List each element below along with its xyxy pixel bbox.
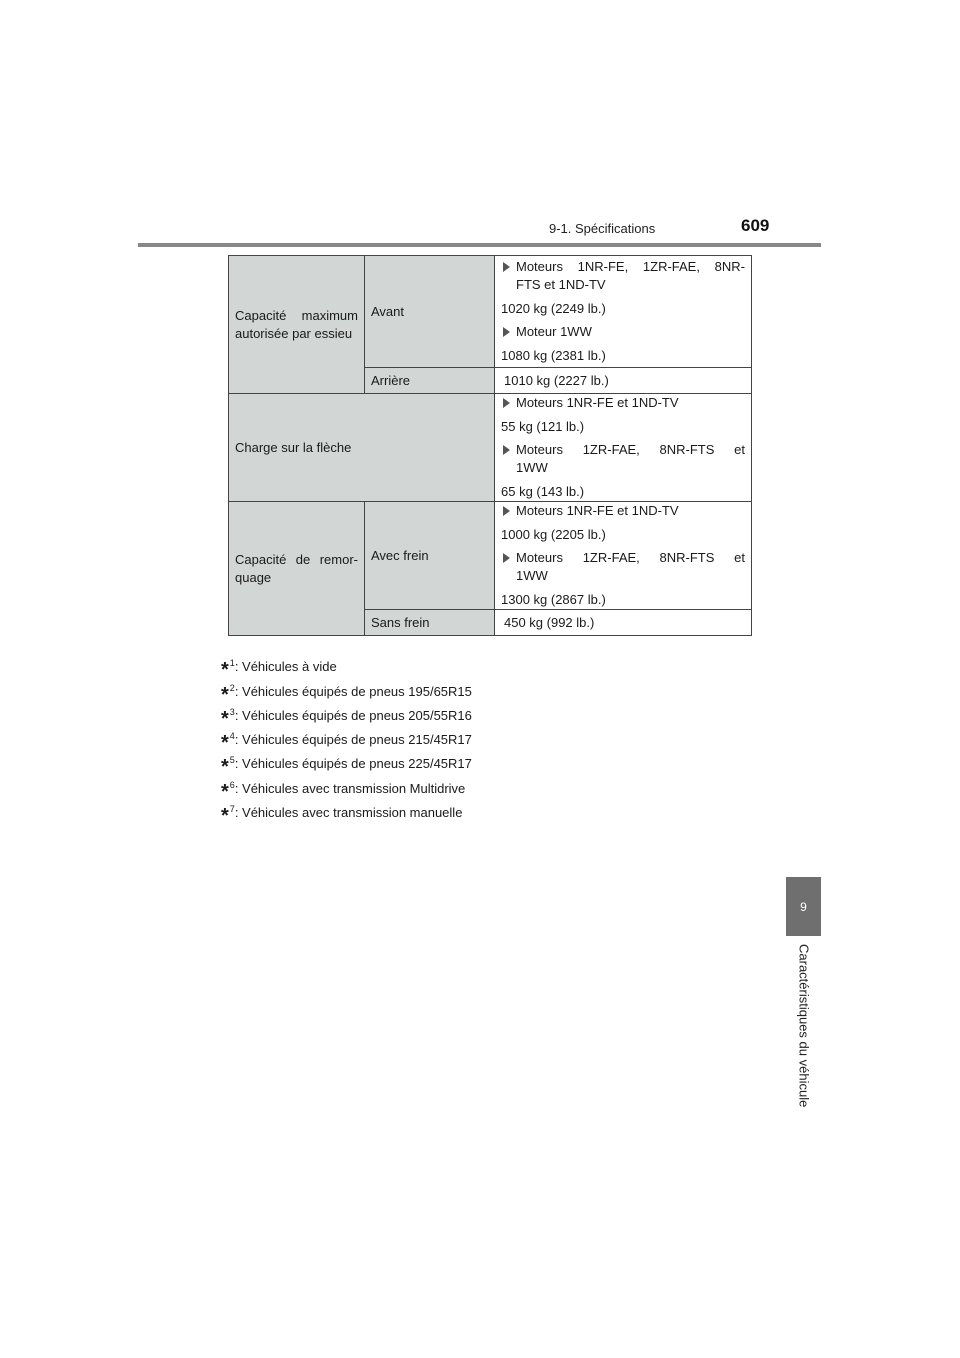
weight-value: 1300 kg (2867 lb.) — [501, 592, 606, 607]
footnote-number: 7 — [229, 804, 235, 815]
footnote — [221, 699, 472, 730]
value-cell-drawbar — [495, 394, 752, 502]
list-item — [501, 502, 745, 520]
engine-list-line: Moteurs 1ZR-FAE, 8NR-FTS et — [516, 550, 745, 565]
triangle-right-icon — [503, 553, 510, 563]
chapter-tab[interactable] — [786, 877, 821, 936]
value-cell-rear: 1010 kg (2227 lb.) — [495, 368, 752, 394]
asterisk-icon: * — [221, 780, 229, 803]
list-item — [501, 441, 745, 477]
footnote-number: 3 — [229, 706, 235, 717]
triangle-right-icon — [503, 506, 510, 516]
asterisk-icon: * — [221, 756, 229, 779]
triangle-right-icon — [503, 327, 510, 337]
row-label-drawbar: Charge sur la flèche — [229, 394, 495, 502]
sub-label-braked: Avec frein — [365, 502, 495, 610]
footnote-text: : Véhicules équipés de pneus 205/55R16 — [234, 707, 472, 723]
list-item — [501, 394, 745, 412]
table-row — [229, 256, 752, 368]
weight-value: 55 kg (121 lb.) — [501, 419, 585, 434]
engine-list-line: Moteurs 1NR-FE et 1ND-TV — [516, 503, 679, 518]
list-item — [501, 549, 745, 585]
footnote-number: 1 — [229, 658, 235, 669]
engine-list-line: Moteurs 1NR-FE et 1ND-TV — [516, 395, 679, 410]
towing-label-line: quage — [235, 569, 272, 585]
engine-list-line: Moteur 1WW — [516, 324, 592, 339]
value-cell-unbraked: 450 kg (992 lb.) — [495, 610, 752, 636]
asterisk-icon: * — [221, 659, 229, 682]
asterisk-icon: * — [221, 683, 229, 706]
value-cell-front — [495, 256, 752, 368]
table-row — [229, 394, 752, 502]
engine-list-line: Moteurs 1ZR-FAE, 8NR-FTS et — [516, 442, 745, 457]
footnote — [221, 674, 472, 706]
sub-label-front: Avant — [365, 256, 495, 368]
list-item — [501, 323, 745, 341]
footnote — [221, 771, 472, 803]
engine-list-line: Moteurs 1NR-FE, 1ZR-FAE, 8NR- — [516, 259, 745, 274]
header-section-title: 9-1. Spécifications — [549, 221, 656, 236]
chapter-number: 9 — [800, 899, 807, 914]
footnote-number: 2 — [229, 682, 235, 693]
footnote-text: : Véhicules équipés de pneus 195/65R15 — [234, 683, 472, 699]
asterisk-icon: * — [221, 707, 229, 730]
triangle-right-icon — [503, 398, 510, 408]
towing-label-line: Capacité de remor- — [235, 551, 358, 567]
page-number: 609 — [741, 216, 770, 235]
sub-label-rear: Arrière — [365, 368, 495, 394]
footnote-text: : Véhicules avec transmission Multidrive — [234, 780, 466, 796]
footnote — [221, 796, 472, 828]
weight-value: 1020 kg (2249 lb.) — [501, 301, 606, 316]
engine-list-line: FTS et 1ND-TV — [516, 277, 606, 292]
footnotes — [221, 650, 472, 828]
triangle-right-icon — [503, 445, 510, 455]
asterisk-icon: * — [221, 805, 229, 828]
footnote — [221, 650, 472, 682]
list-item — [501, 258, 745, 294]
footnote — [221, 723, 472, 755]
footnote-number: 6 — [229, 779, 235, 790]
footnote-number: 4 — [229, 731, 235, 742]
row-label-towing — [229, 502, 365, 636]
footnote-text: : Véhicules avec transmission manuelle — [234, 805, 463, 821]
row-label-axle — [229, 256, 365, 394]
footnote-number: 5 — [229, 755, 235, 766]
asterisk-icon: * — [221, 732, 229, 755]
header-rule — [138, 243, 821, 247]
value-cell-braked — [495, 502, 752, 610]
table-row — [229, 502, 752, 610]
chapter-title: Caractéristiques du véhicule — [796, 944, 812, 1108]
footnote-text: : Véhicules équipés de pneus 225/45R17 — [234, 756, 472, 772]
weight-value: 1080 kg (2381 lb.) — [501, 348, 606, 363]
footnote-text: : Véhicules équipés de pneus 215/45R17 — [234, 732, 472, 748]
weight-value: 65 kg (143 lb.) — [501, 484, 585, 499]
triangle-right-icon — [503, 262, 510, 272]
footnote-text: : Véhicules à vide — [234, 659, 337, 675]
engine-list-line: 1WW — [516, 568, 548, 583]
axle-label: Capacité maximum autorisée par essieu — [235, 307, 358, 341]
weight-value: 1000 kg (2205 lb.) — [501, 527, 606, 542]
specifications-table — [228, 255, 752, 636]
footnote — [221, 747, 472, 779]
engine-list-line: 1WW — [516, 460, 548, 475]
chapter-title-vertical — [775, 944, 833, 1108]
sub-label-unbraked: Sans frein — [365, 610, 495, 636]
